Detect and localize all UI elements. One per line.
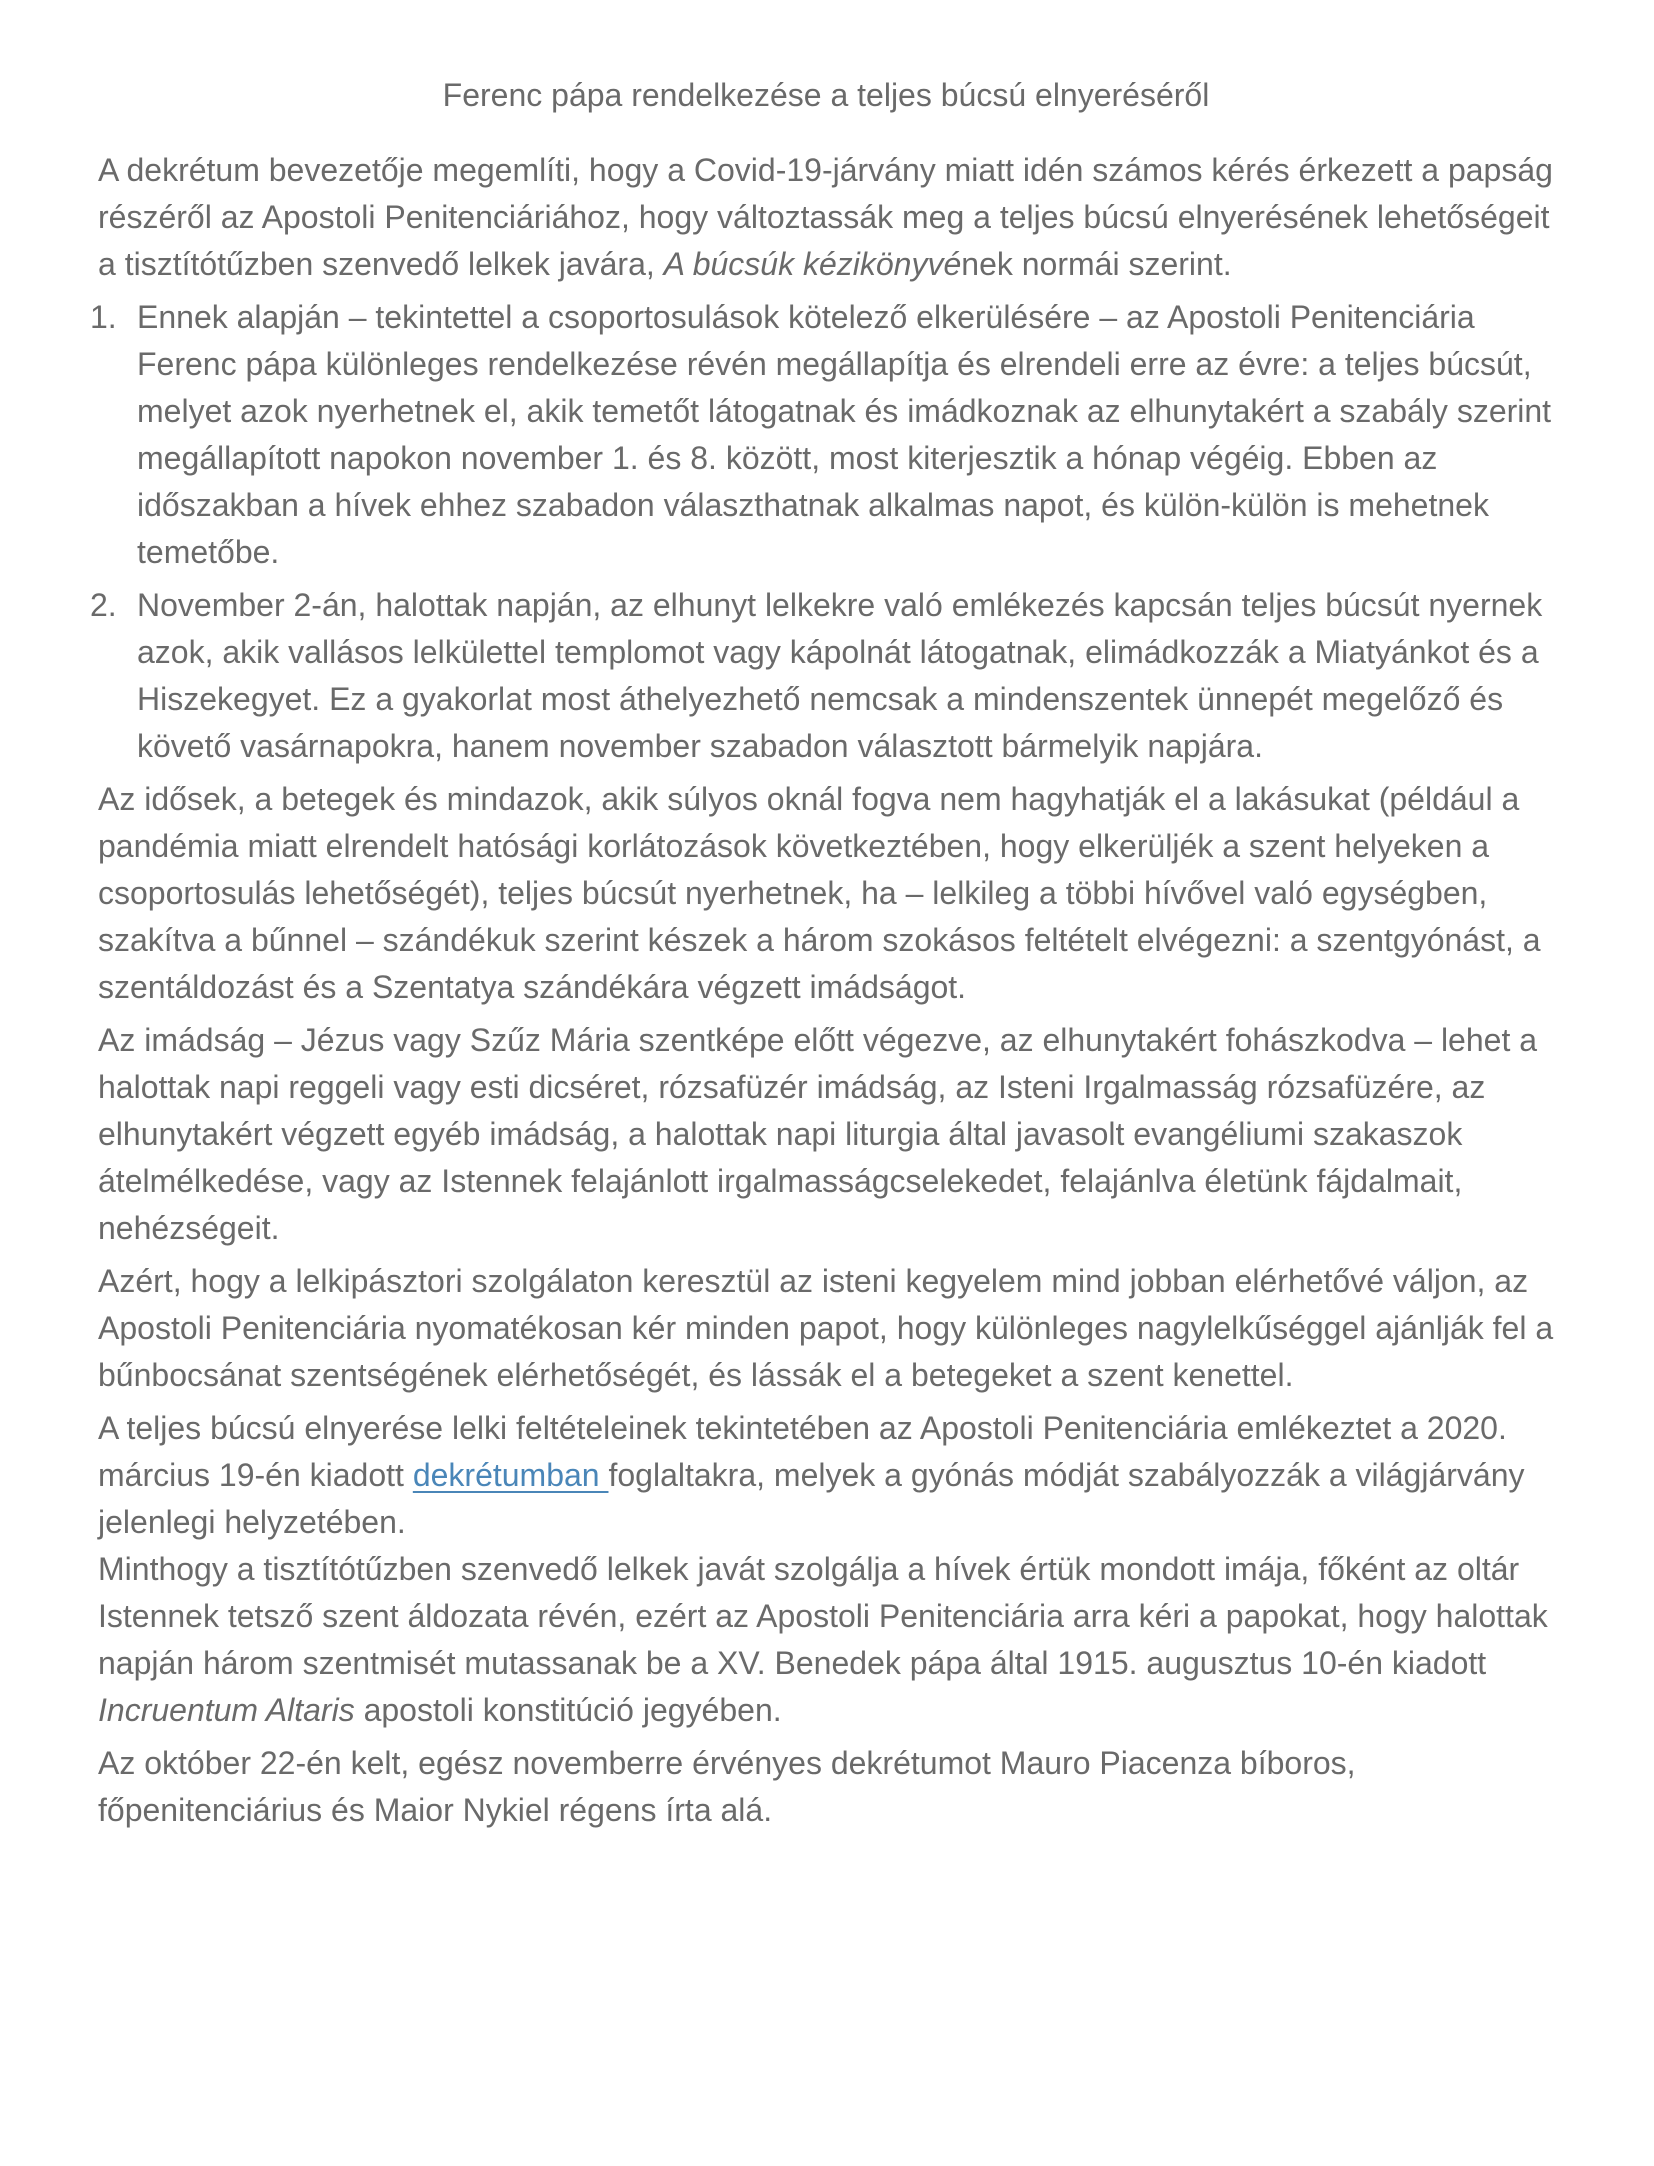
intro-text-start: A dekrétum bevezetője megemlíti, hogy a Covid-19-járvány miatt idén számos kérés érkezett a papság részéről az Apostoli Penitenciáriához, hogy változtassák meg a teljes búcsú elnyerésének lehetőségeit a tisztítótűzben szenvedő lelkek javára, xyxy=(98,152,1553,282)
elderly-paragraph: Az idősek, a betegek és mindazok, akik súlyos oknál fogva nem hagyhatják el a lakásukat (például a pandémia miatt elrendelt hatósági korlátozások következtében, hogy elkerüljék a szent helyeken a csoportosulás lehetőségét), teljes búcsút nyerhetnek, ha – lelkileg a többi hívővel való egységben, szakítva a bűnnel – szándékuk szerint készek a három szokásos feltételt elvégezni: a szentgyónást, a szentáldozást és a Szentatya szándékára végzett imádságot. xyxy=(98,781,1541,1005)
constitution-title-italic: Incruentum Altaris xyxy=(98,1692,355,1728)
masses-text-start: Minthogy a tisztítótűzben szenvedő lelkek javát szolgálja a hívek értük mondott imája, főként az oltár Istennek tetsző szent áldozata révén, ezért az Apostoli Penitenciária arra kéri a papokat, hogy halottak napján három szentmisét mutassanak be a XV. Benedek pápa által 1915. augusztus 10-én kiadott xyxy=(98,1551,1548,1681)
signed-paragraph: Az október 22-én kelt, egész novemberre érvényes dekrétumot Mauro Piacenza bíboros, főpenitenciárius és Maior Nykiel régens írta alá. xyxy=(98,1745,1356,1828)
pastoral-paragraph: Azért, hogy a lelkipásztori szolgálaton keresztül az isteni kegyelem mind jobban elérhetővé váljon, az Apostoli Penitenciária nyomatékosan kér minden papot, hogy különleges nagylelkűséggel ajánlják fel a bűnbocsánat szentségének elérhetőségét, és lássák el a betegeket a szent kenettel. xyxy=(98,1263,1554,1393)
decree-text-start: A teljes búcsú elnyerése lelki feltételeinek tekintetében az Apostoli Penitenciária emlékeztet a 2020. március 19-én kiadott xyxy=(98,1410,1507,1493)
prayer-paragraph: Az imádság – Jézus vagy Szűz Mária szentképe előtt végezve, az elhunytakért fohászkodva – lehet a halottak napi reggeli vagy esti dicséret, rózsafüzér imádság, az Isteni Irgalmasság rózsafüzére, az elhunytakért végzett egyéb imádság, a halottak napi liturgia által javasolt evangéliumi szakaszok átelmélkedése, vagy az Istennek felajánlott irgalmasságcselekedet, felajánlva életünk fájdalmait, nehézségeit. xyxy=(98,1022,1538,1246)
intro-paragraph xyxy=(98,147,1562,288)
masses-text-end: apostoli konstitúció jegyében. xyxy=(354,1692,782,1728)
list-item-1-text: Ennek alapján – tekintettel a csoportosulások kötelező elkerülésére – az Apostoli Penitenciária Ferenc pápa különleges rendelkezése révén megállapítja és elrendeli erre az évre: a teljes búcsút, melyet azok nyerhetnek el, akik temetőt látogatnak és imádkoznak az elhunytakért a szabály szerint megállapított napokon november 1. és 8. között, most kiterjesztik a hónap végéig. Ebben az időszakban a hívek ehhez szabadon választhatnak alkalmas napot, és külön-külön is mehetnek temetőbe. xyxy=(137,299,1552,570)
book-title-italic: A búcsúk kézikönyvé xyxy=(663,246,962,282)
masses-request-line xyxy=(98,1546,1562,1734)
list-item-1 xyxy=(90,294,1562,576)
list-item-2-number: 2. xyxy=(90,587,117,623)
indulgence-list xyxy=(90,294,1562,770)
dekretum-link[interactable]: dekrétumban xyxy=(412,1457,609,1493)
decree-reference-line xyxy=(98,1405,1562,1546)
list-item-1-number: 1. xyxy=(90,299,117,335)
decree-paragraph xyxy=(98,1405,1562,1734)
decree-text-end: foglaltakra, melyek a gyónás módját szabályozzák a világjárvány jelenlegi helyzetében. xyxy=(98,1457,1525,1540)
document-title: Ferenc pápa rendelkezése a teljes búcsú elnyeréséről xyxy=(442,77,1210,113)
intro-text-end: nek normái szerint. xyxy=(961,246,1232,282)
list-item-2 xyxy=(90,582,1562,770)
list-item-2-text: November 2-án, halottak napján, az elhunyt lelkekre való emlékezés kapcsán teljes búcsút nyernek azok, akik vallásos lelkülettel templomot vagy kápolnát látogatnak, elimádkozzák a Miatyánkot és a Hiszekegyet. Ez a gyakorlat most áthelyezhető nemcsak a mindenszentek ünnepét megelőző és követő vasárnapokra, hanem november szabadon választott bármelyik napjára. xyxy=(137,587,1543,764)
